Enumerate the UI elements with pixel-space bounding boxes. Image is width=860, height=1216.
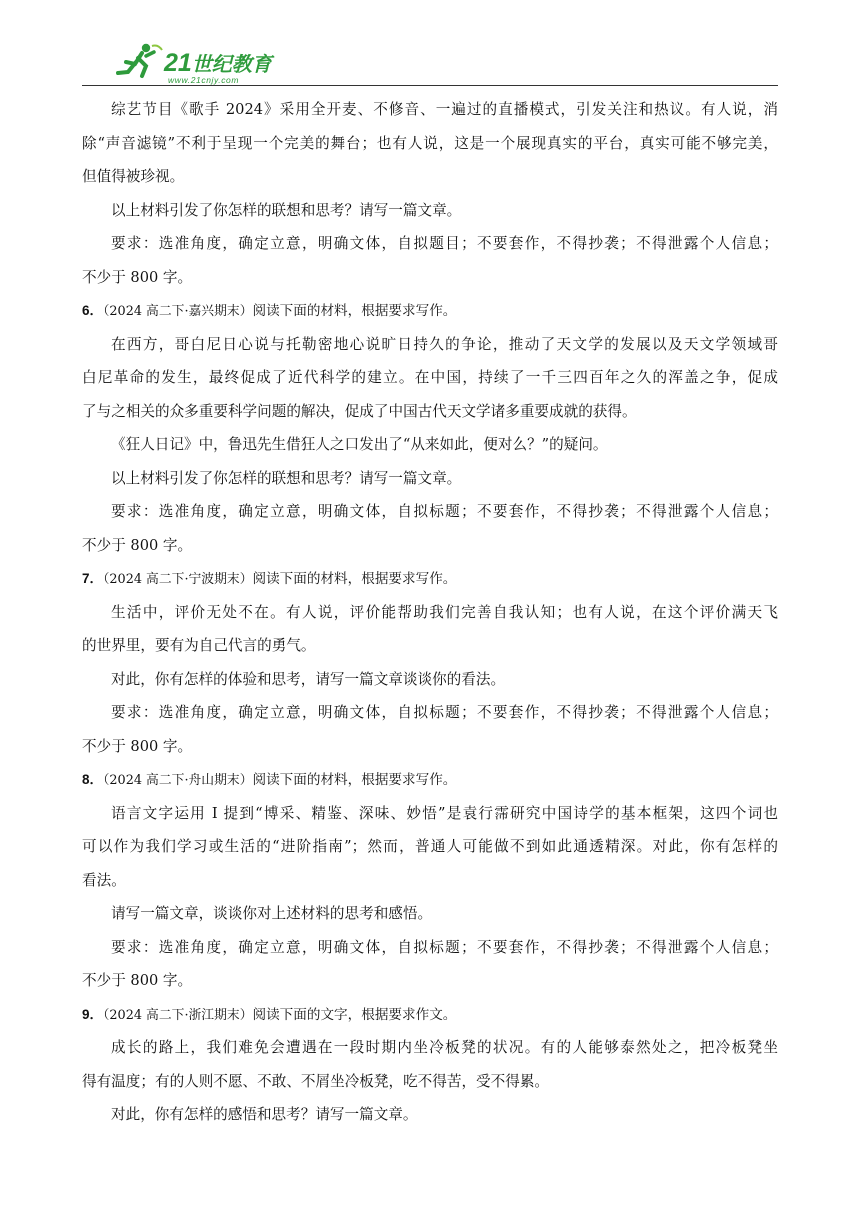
text-line: 以上材料引发了你怎样的联想和思考？请写一篇文章。	[111, 469, 462, 487]
question-number: 8．	[82, 772, 104, 787]
text-line: 生活中，评价无处不在。有人说，评价能帮助我们完善自我认知；也有人说，在这个评价满天飞	[111, 603, 778, 621]
question-heading	[82, 294, 778, 328]
question-source: （2024 高二下·浙江期末）	[103, 1007, 253, 1023]
document-body	[82, 93, 778, 1132]
text-line: 要求：选准角度，确定立意，明确文体，自拟标题；不要套作，不得抄袭；不得泄露个人信息；	[111, 503, 778, 520]
text-line: 在西方，哥白尼日心说与托勒密地心说旷日持久的争论，推动了天文学的发展以及天文学领域哥	[111, 335, 778, 353]
logo-21cnjy	[102, 40, 292, 88]
text-line: 不少于 800 字。	[82, 737, 193, 755]
question-prompt: 阅读下面的文字，根据要求作文。	[252, 1006, 457, 1023]
question-source: （2024 高二下·宁波期末）	[103, 572, 253, 587]
question-number: 7．	[82, 571, 104, 586]
text-line: 除“声音滤镜”不利于呈现一个完美的舞台；也有人说，这是一个展现真实的平台，真实可能不够完美，	[82, 134, 778, 152]
text-line: 综艺节目《歌手 2024》采用全开麦、不修音、一遍过的直播模式，引发关注和热议。有人说，消	[111, 101, 778, 118]
text-line: 但值得被珍视。	[82, 168, 185, 185]
logo-url: www.21cnjy.com	[168, 75, 240, 85]
text-line: 《狂人日记》中，鲁迅先生借狂人之口发出了“从来如此，便对么？”的疑问。	[111, 436, 608, 453]
text-line: 看法。	[82, 871, 126, 889]
text-line: 要求：选准角度，确定立意，明确文体，自拟标题；不要套作，不得抄袭；不得泄露个人信息；	[111, 938, 778, 956]
text-line: 可以作为我们学习或生活的“进阶指南”；然而，普通人可能做不到如此通透精深。对此，你有怎样的	[82, 838, 778, 855]
text-line: 不少于 800 字。	[82, 268, 193, 286]
text-line: 成长的路上，我们难免会遭遇在一段时期内坐冷板凳的状况。有的人能够泰然处之，把冷板凳坐	[111, 1039, 778, 1056]
question-heading	[82, 998, 778, 1032]
text-line: 的世界里，要有为自己代言的勇气。	[82, 637, 316, 654]
text-line: 语言文字运用 I 提到“博采、精鉴、深味、妙悟”是袁行霈研究中国诗学的基本框架，这四个词也	[111, 804, 778, 822]
logo-brand: 21世纪教育	[164, 49, 272, 77]
question-prompt: 阅读下面的材料，根据要求写作。	[252, 571, 457, 587]
text-line: 得有温度；有的人则不愿、不敢、不屑坐冷板凳，吃不得苦，受不得累。	[82, 1072, 550, 1090]
text-line: 请写一篇文章，谈谈你对上述材料的思考和感悟。	[111, 905, 433, 922]
text-line: 要求：选准角度，确定立意，明确文体，自拟标题；不要套作，不得抄袭；不得泄露个人信息；	[111, 704, 778, 721]
question-number: 6．	[82, 303, 104, 318]
header-divider	[82, 85, 778, 86]
text-line: 以上材料引发了你怎样的联想和思考？请写一篇文章。	[111, 201, 462, 219]
text-line: 对此，你有怎样的感悟和思考？请写一篇文章。	[111, 1106, 418, 1123]
page-header	[82, 36, 778, 90]
text-line: 对此，你有怎样的体验和思考，请写一篇文章谈谈你的看法。	[111, 670, 506, 688]
runner-icon	[118, 44, 162, 76]
text-line: 不少于 800 字。	[82, 972, 193, 989]
question-source: （2024 高二下·舟山期末）	[103, 773, 253, 788]
text-line: 要求：选准角度，确定立意，明确文体，自拟题目；不要套作，不得抄袭；不得泄露个人信息；	[111, 235, 778, 252]
question-prompt: 阅读下面的材料，根据要求写作。	[252, 303, 457, 319]
text-line: 了与之相关的众多重要科学问题的解决，促成了中国古代天文学诸多重要成就的获得。	[82, 402, 637, 420]
question-source: （2024 高二下·嘉兴期末）	[103, 304, 253, 319]
question-heading	[82, 763, 778, 797]
question-number: 9．	[82, 1006, 104, 1022]
text-line: 不少于 800 字。	[82, 536, 193, 554]
text-line: 白尼革命的发生，最终促成了近代科学的建立。在中国，持续了一千三四百年之久的浑盖之争，促成	[82, 369, 778, 386]
question-prompt: 阅读下面的材料，根据要求写作。	[252, 772, 457, 788]
question-heading	[82, 562, 778, 596]
